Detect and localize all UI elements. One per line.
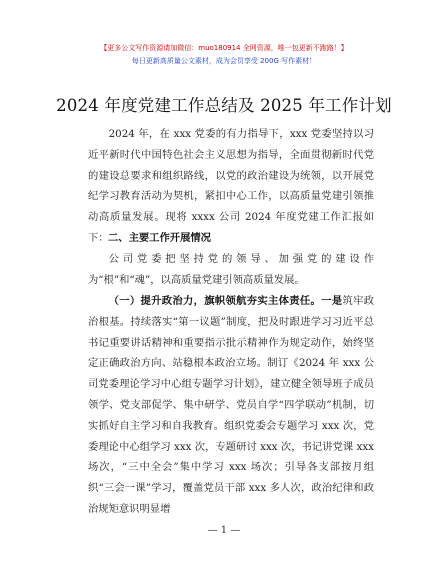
- item-1-paragraph: [88, 291, 374, 520]
- item-1-lead: （一）提升政治力，旗帜领航夯实主体责任。一是: [108, 295, 343, 307]
- intro-paragraph: 2024 年，在 xxx 党委的有力指导下，xxx 党委坚持以习近平新时代中国特色社会主义思想为指导，全面贯彻新时代党的建设总要求和组织路线，以党的政治建设为统领，以开展党纪学习教育活动为契机，紧扣中心工作，以高质量党建引领推动高质量发展。现将 xxxx 公司 2024 年度党建工作汇报如下：: [88, 128, 374, 244]
- promo-banner-line-1: 【更多公文写作资源请加微信：muo180914 全网资源，唯一包更新不跑路！】: [100, 44, 348, 52]
- section-intro-paragraph: 公司党委把坚持党的领导、加强党的建设作为“根”和“魂”，以高质量党建引领高质量发展。: [88, 253, 374, 286]
- promo-banner-line-2: 每日更新高质量公文素材，成为会员享受 200G 写作素材！: [131, 57, 317, 65]
- item-1-body: 筑牢政治根基。持续落实“第一议题”制度，把及时跟进学习习近平总书记重要讲话精神和重要指示批示精神作为规定动作，始终坚定正确政治方向、站稳根本政治立场。制订《2024 年 xxx 公司党委理论学习中心组专题学习计划》，建立健全领导班子成员领学、党支部促学、集中研学、党员自学“四学联动”机制，切实抓好自主学习和自我教育。组织党委会专题学习 xxx 次，党委理论中心组学习 xxx 次，专题研讨 xxx 次，书记讲党课 xxx 场次，“三中全会”集中学习 xxx 场次；引导各支部按月组织“三会一课”学习，覆盖党员干部 xxx 多人次，政治纪律和政治规矩意识明显增: [88, 295, 375, 515]
- document-title: 2024 年度党建工作总结及 2025 年工作计划: [56, 96, 392, 115]
- page-number: — 1 —: [207, 525, 241, 536]
- section-heading: 二、主要工作开展情况: [108, 232, 211, 244]
